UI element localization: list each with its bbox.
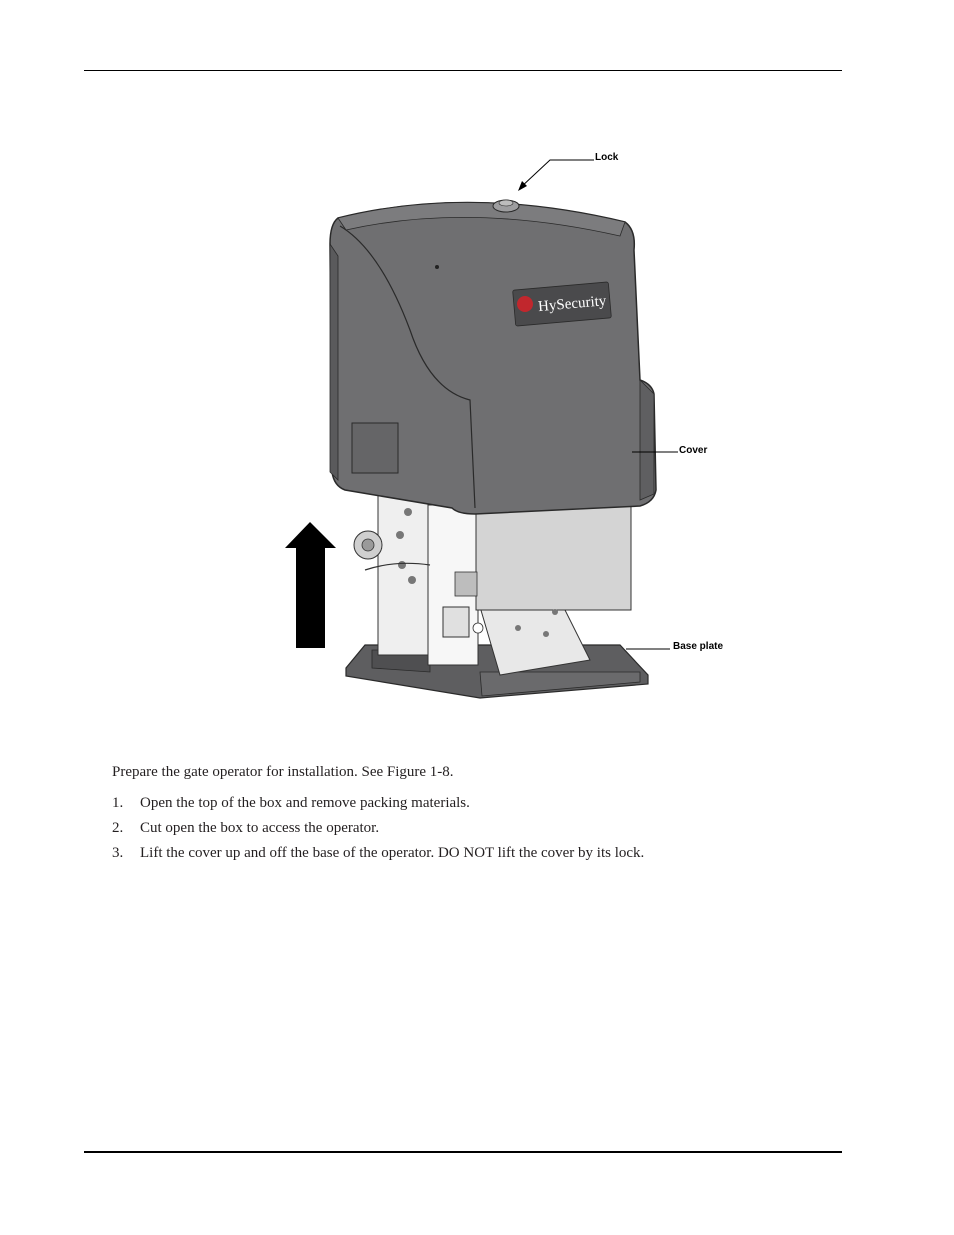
step-text: Lift the cover up and off the base of the operator. DO NOT lift the cover by its lock.: [140, 845, 645, 861]
step-number: 2.: [112, 820, 124, 836]
lock-leader: [520, 160, 594, 188]
step-number: 1.: [112, 795, 124, 811]
lift-arrow: [285, 522, 336, 648]
footer-rule: [84, 1151, 842, 1153]
step-text: Open the top of the box and remove packing materials.: [140, 795, 470, 811]
step-text: Cut open the box to access the operator.: [140, 820, 380, 836]
step-number: 3.: [112, 845, 124, 861]
base-plate-callout: Base plate: [673, 641, 724, 652]
brand-logo: HySecurity: [537, 293, 607, 316]
cover-callout: Cover: [679, 445, 708, 456]
cover: [330, 200, 656, 514]
lock-callout: Lock: [595, 152, 619, 163]
intro-paragraph: Prepare the gate operator for installation. See Figure 1-8.: [112, 764, 454, 780]
